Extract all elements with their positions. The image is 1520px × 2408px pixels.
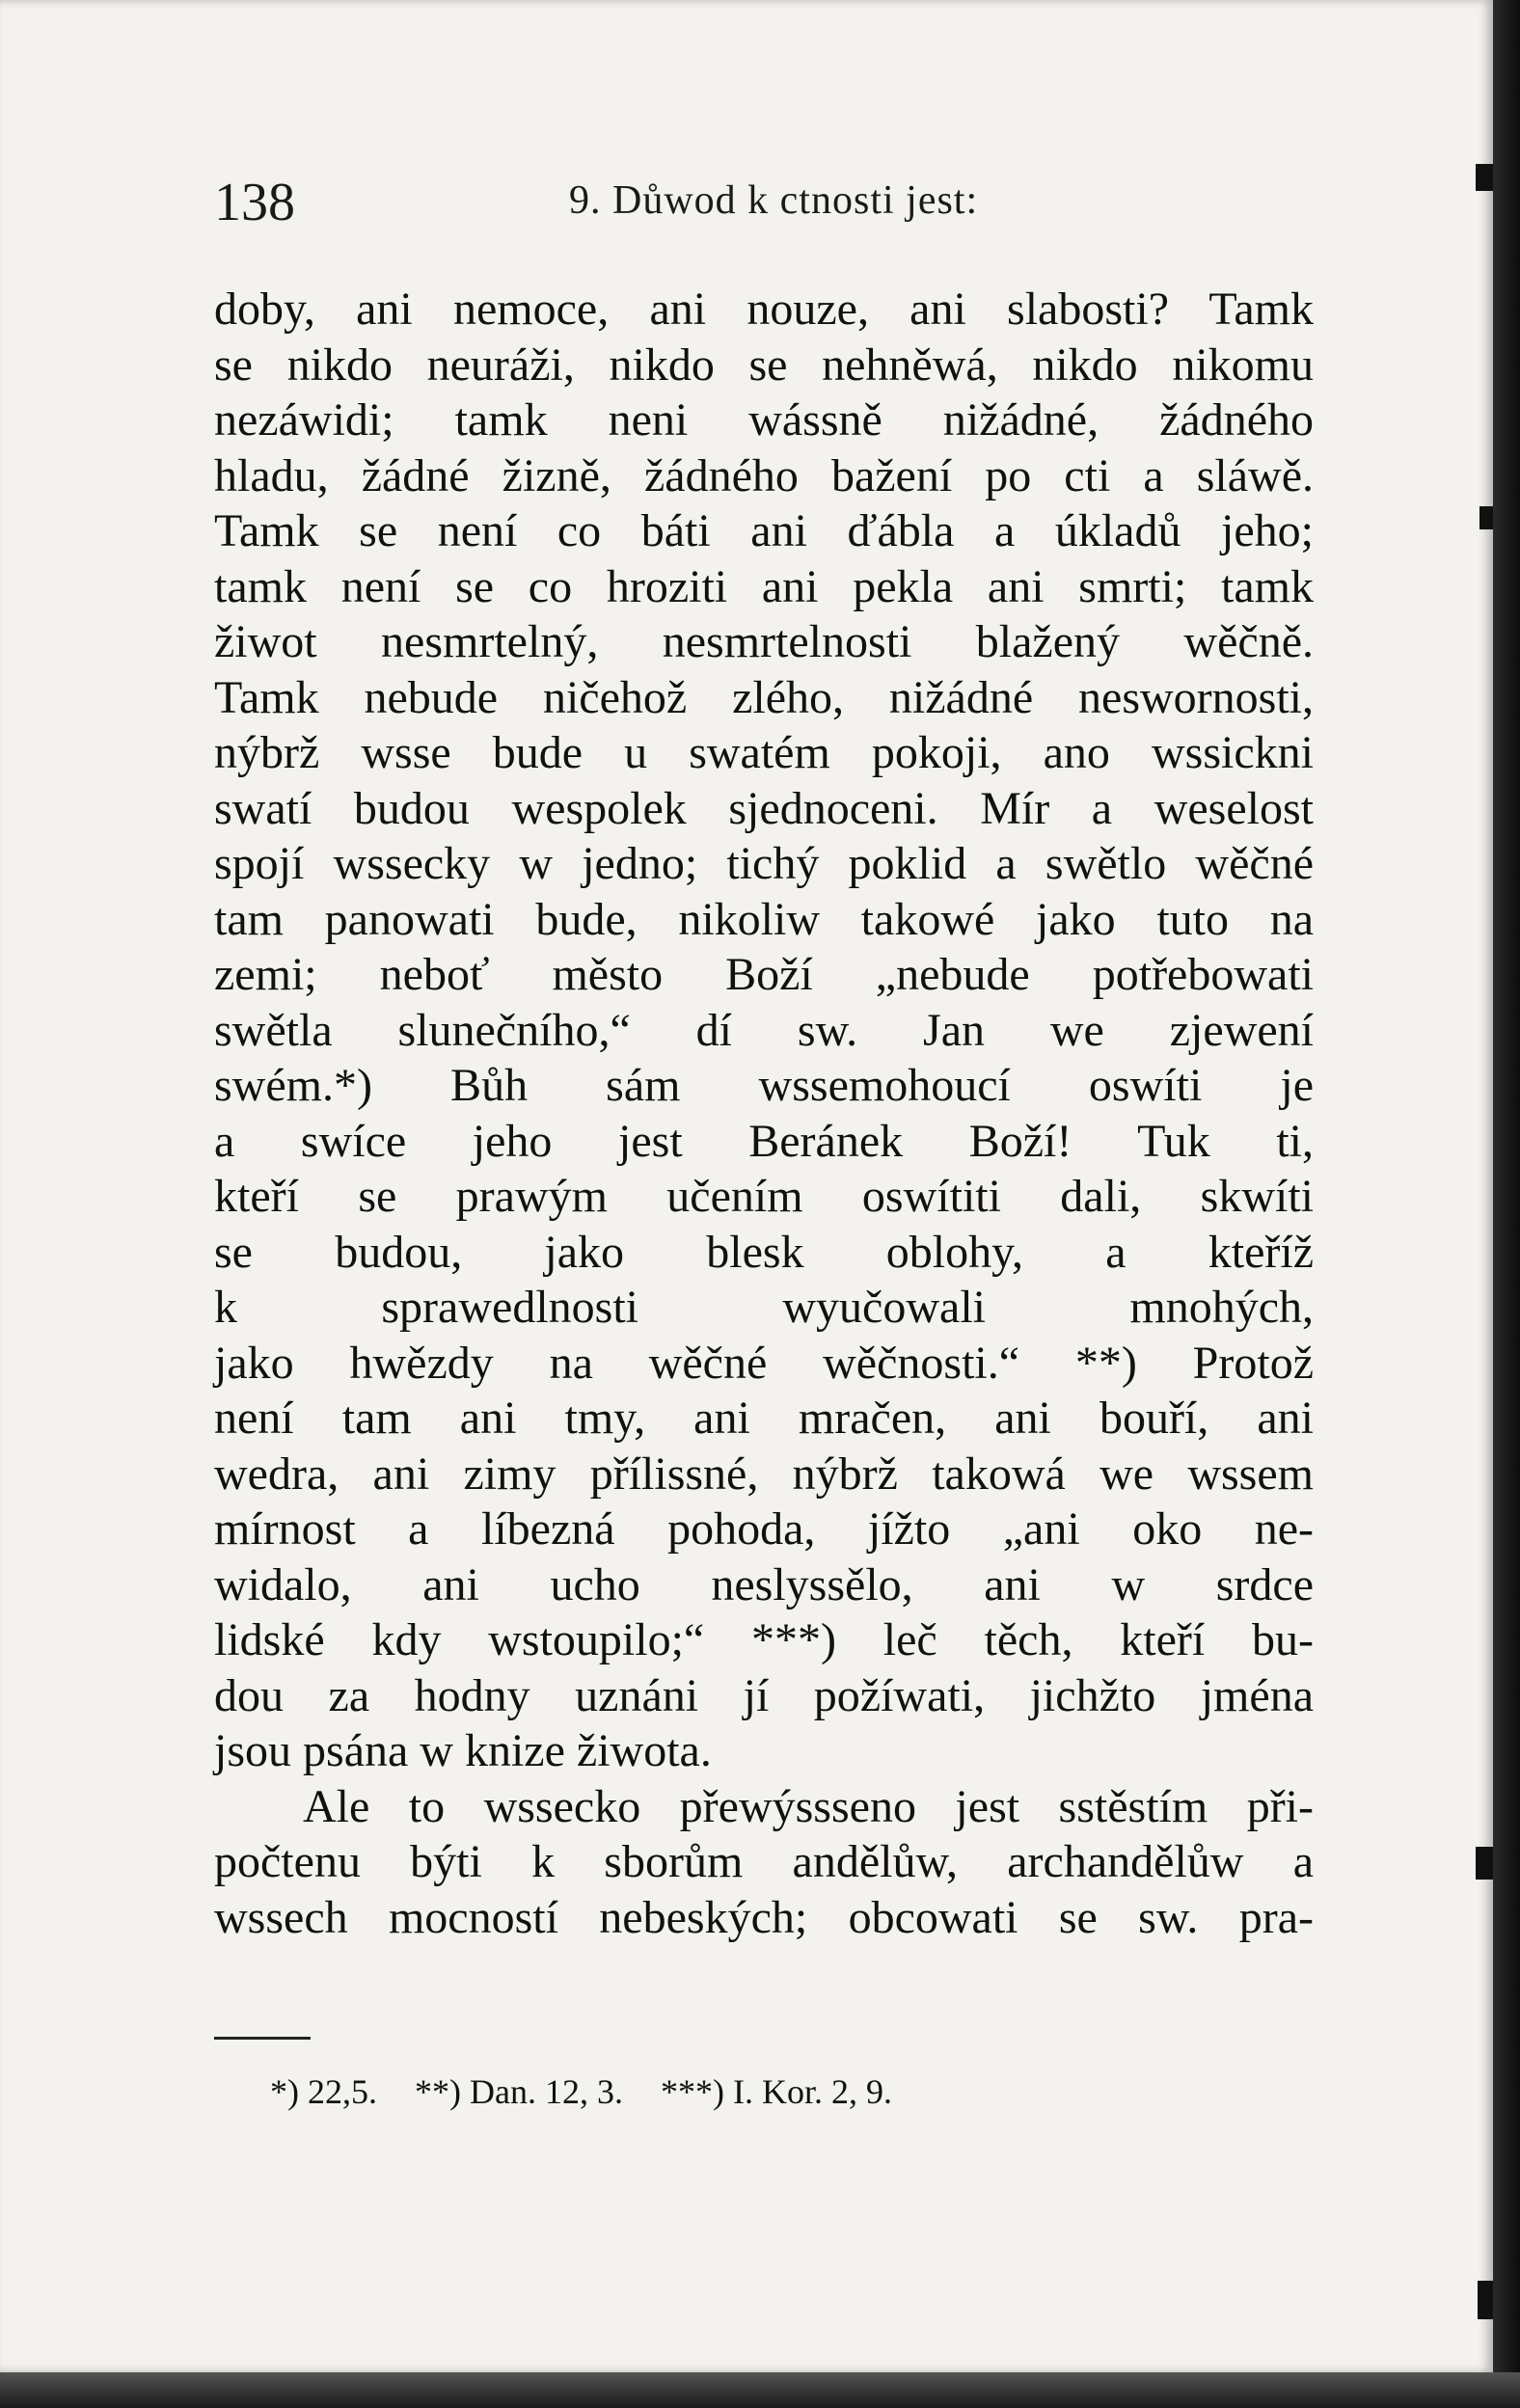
text-line: se budou, jako blesk oblohy, a kteříž (214, 1226, 1314, 1278)
text-line: tam panowati bude, nikoliw takowé jako tuto na (214, 893, 1314, 945)
text-line: žiwot nesmrtelný, nesmrtelnosti blažený wěčně. (214, 616, 1314, 667)
footnote: ***) I. Kor. 2, 9. (660, 2072, 892, 2111)
footnotes (270, 2071, 921, 2112)
text-line: jako hwězdy na wěčné wěčnosti.“ **) Protož (214, 1337, 1314, 1389)
text-line: wssech mocností nebeských; obcowati se sw. pra- (214, 1891, 1314, 1943)
text-line: wedra, ani zimy přílissné, nýbrž takowá we wssem (214, 1448, 1314, 1500)
text-line: není tam ani tmy, ani mračen, ani bouří, ani (214, 1393, 1314, 1444)
paragraph-start-line: Ale to wssecko přewýssseno jest sstěstím při- (303, 1780, 1314, 1832)
text-line: lidské kdy wstoupilo;“ ***) leč těch, kteří bu- (214, 1614, 1314, 1665)
text-line: swém.*) Bůh sám wssemohoucí oswíti je (214, 1060, 1314, 1111)
text-line: jsou psána w knize žiwota. (214, 1725, 712, 1776)
text-line: spojí wssecky w jedno; tichý poklid a swětlo wěčné (214, 838, 1314, 889)
edge-mark (1476, 1847, 1493, 1880)
scan-border-right (1493, 0, 1520, 2408)
text-line: swětla slunečního,“ dí sw. Jan we zjewení (214, 1004, 1314, 1056)
text-line: se nikdo neuráži, nikdo se nehněwá, nikdo nikomu (214, 338, 1314, 391)
text-line: doby, ani nemoce, ani nouze, ani slabosti? Tamk (214, 284, 1314, 335)
text-line: tamk není se co hroziti ani pekla ani smrti; tamk (214, 560, 1314, 612)
text-line: kteří se prawým učením oswítiti dali, skwíti (214, 1171, 1314, 1222)
footnote: **) Dan. 12, 3. (415, 2072, 623, 2111)
text-line: Tamk nebude ničehož zlého, nižádné neswornosti, (214, 671, 1314, 723)
text-line: nýbrž wsse bude u swatém pokoji, ano wssickni (214, 727, 1314, 778)
edge-mark (1476, 164, 1493, 191)
scan-border-bottom (0, 2372, 1520, 2408)
text-line: Tamk se není co báti ani ďábla a úkladů jeho; (214, 505, 1314, 556)
edge-mark (1479, 506, 1493, 529)
page-header (214, 172, 1339, 239)
text-line: widalo, ani ucho neslyssělo, ani w srdce (214, 1558, 1314, 1610)
text-line: swatí budou wespolek sjednoceni. Mír a weselost (214, 782, 1314, 834)
text-line: hladu, žádné žizně, žádného bažení po cti a sláwě. (214, 449, 1314, 501)
text-line: k sprawedlnosti wyučowali mnohých, (214, 1282, 1314, 1333)
text-line: mírnost a líbezná pohoda, jížto „ani oko ne- (214, 1503, 1314, 1555)
footnote-divider (214, 2037, 311, 2040)
edge-mark (1478, 2281, 1493, 2319)
text-line: počtenu býti k sborům andělůw, archandělůw a (214, 1836, 1314, 1887)
page-number: 138 (214, 173, 295, 232)
footnote: *) 22,5. (270, 2072, 377, 2111)
text-line: zemi; neboť město Boží „nebude potřebowati (214, 949, 1314, 1000)
body-text (214, 282, 1314, 1945)
text-line: a swíce jeho jest Beránek Boží! Tuk ti, (214, 1115, 1314, 1167)
running-head: 9. Důwod k ctnosti jest: (569, 178, 979, 223)
text-line: dou za hodny uznáni jí požíwati, jichžto jména (214, 1669, 1314, 1721)
text-line: nezáwidi; tamk neni wássně nižádné, žádného (214, 394, 1314, 446)
